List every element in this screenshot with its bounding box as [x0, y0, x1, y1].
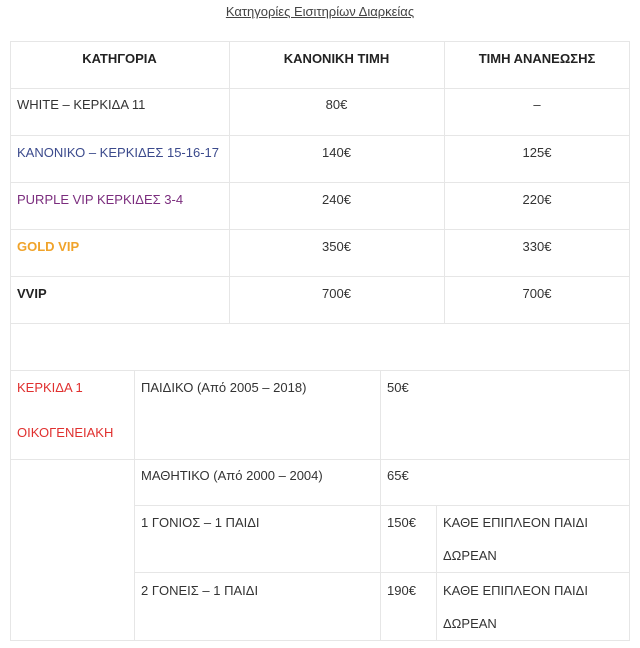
type-two-parents: 2 ΓΟΝΕΙΣ – 1 ΠΑΙΔΙ	[141, 583, 259, 598]
row-divider	[10, 459, 630, 460]
price-two-parents: 190€	[387, 583, 416, 598]
type-one-parent: 1 ΓΟΝΙΟΣ – 1 ΠΑΙΔΙ	[141, 515, 260, 530]
table-caption[interactable]: Κατηγορίες Εισιτηρίων Διαρκείας	[225, 4, 415, 19]
renewal-white: –	[533, 97, 541, 112]
category-purple-vip: PURPLE VIP ΚΕΡΚΙΔΕΣ 3-4	[17, 192, 184, 207]
note-one-parent-free: ΔΩΡΕΑΝ	[443, 548, 497, 563]
section-name: ΚΕΡΚΙΔΑ 1	[17, 380, 83, 395]
price-one-parent: 150€	[387, 515, 416, 530]
category-gold-vip: GOLD VIP	[17, 239, 80, 254]
price-mathitiko: 65€	[387, 468, 409, 483]
header-category: ΚΑΤΗΓΟΡΙΑ	[82, 51, 157, 66]
row-divider	[10, 182, 630, 183]
category-white: WHITE – ΚΕΡΚΙΔΑ 11	[17, 97, 146, 112]
header-renewal-price: ΤΙΜΗ ΑΝΑΝΕΩΣΗΣ	[478, 51, 596, 66]
column-divider	[436, 505, 437, 641]
category-kanoniko: ΚΑΝΟΝΙΚΟ – ΚΕΡΚΙΔΕΣ 15-16-17	[17, 145, 220, 160]
price-paidiko: 50€	[387, 380, 409, 395]
category-vvip: VVIP	[17, 286, 47, 301]
column-divider	[134, 370, 135, 641]
price-purple-vip: 240€	[322, 192, 351, 207]
row-divider	[10, 229, 630, 230]
note-two-parents-free: ΔΩΡΕΑΝ	[443, 616, 497, 631]
note-two-parents: ΚΑΘΕ ΕΠΙΠΛΕΟΝ ΠΑΙΔΙ	[443, 583, 588, 598]
row-divider	[134, 505, 630, 506]
header-regular-price: ΚΑΝΟΝΙΚΗ ΤΙΜΗ	[283, 51, 390, 66]
price-gold-vip: 350€	[322, 239, 351, 254]
row-divider	[10, 370, 630, 371]
row-divider	[10, 276, 630, 277]
type-mathitiko: ΜΑΘΗΤΙΚΟ (Από 2000 – 2004)	[141, 468, 323, 483]
price-kanoniko: 140€	[322, 145, 351, 160]
type-paidiko: ΠΑΙΔΙΚΟ (Από 2005 – 2018)	[141, 380, 307, 395]
renewal-vvip: 700€	[522, 286, 552, 301]
section-subtitle: ΟΙΚΟΓΕΝΕΙΑΚΗ	[17, 425, 114, 440]
price-vvip: 700€	[322, 286, 351, 301]
price-white: 80€	[325, 97, 348, 112]
row-divider	[10, 135, 630, 136]
renewal-gold-vip: 330€	[522, 239, 552, 254]
row-divider	[10, 88, 630, 89]
column-divider	[380, 370, 381, 641]
renewal-kanoniko: 125€	[522, 145, 552, 160]
renewal-purple-vip: 220€	[522, 192, 552, 207]
note-one-parent: ΚΑΘΕ ΕΠΙΠΛΕΟΝ ΠΑΙΔΙ	[443, 515, 588, 530]
row-divider	[134, 572, 630, 573]
